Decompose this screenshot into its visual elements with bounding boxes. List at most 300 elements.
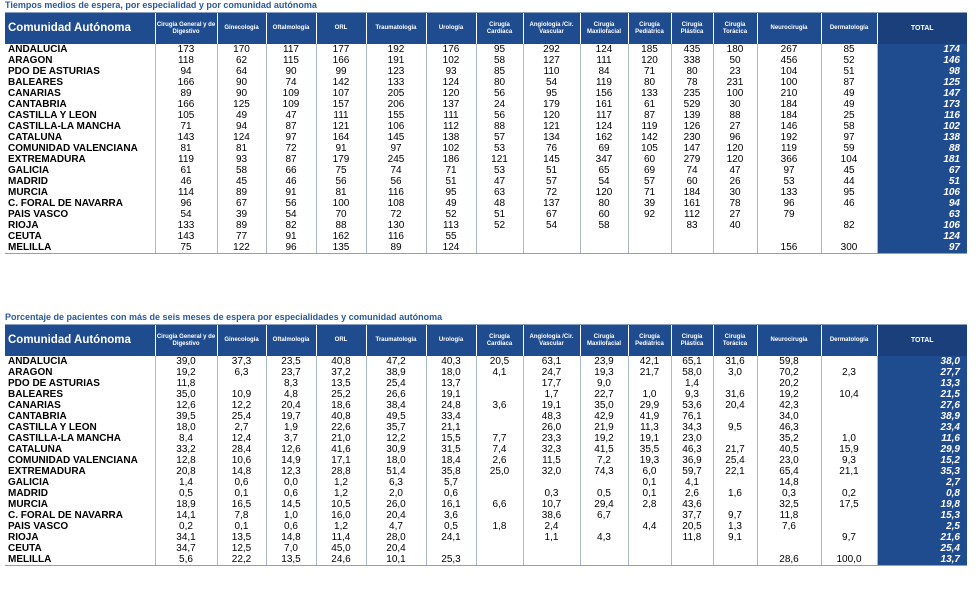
table-row: [5, 356, 967, 367]
data-cell: 37,2: [316, 367, 366, 378]
data-cell: 184: [671, 187, 713, 198]
data-cell: 66: [266, 165, 316, 176]
data-cell: 51: [476, 209, 523, 220]
data-cell: 97: [366, 143, 426, 154]
data-cell: 71: [155, 121, 217, 132]
data-cell: 139: [671, 110, 713, 121]
data-cell: 56: [476, 110, 523, 121]
data-cell: [523, 477, 580, 488]
data-cell: 107: [316, 88, 366, 99]
column-header: Dermatología: [821, 13, 877, 44]
data-cell: [713, 242, 757, 253]
data-cell: 121: [476, 154, 523, 165]
data-cell: 39: [628, 198, 671, 209]
data-cell: 21,1: [821, 466, 877, 477]
data-cell: 1,6: [713, 488, 757, 499]
data-cell: 0,6: [266, 488, 316, 499]
data-cell: 25,4: [366, 378, 426, 389]
data-cell: 10,9: [217, 389, 266, 400]
data-cell: 119: [628, 121, 671, 132]
data-cell: [580, 543, 628, 554]
data-cell: 85: [821, 44, 877, 55]
data-cell: 34,7: [155, 543, 217, 554]
data-cell: [757, 220, 821, 231]
data-cell: 120: [426, 88, 476, 99]
data-cell: 142: [316, 77, 366, 88]
data-cell: [821, 477, 877, 488]
data-cell: 35,5: [628, 444, 671, 455]
data-cell: 22,6: [316, 422, 366, 433]
data-cell: 43,6: [671, 499, 713, 510]
data-cell: 4,8: [266, 389, 316, 400]
table-row: [5, 187, 967, 198]
data-cell: 7,6: [757, 521, 821, 532]
data-cell: [628, 510, 671, 521]
data-cell: [523, 231, 580, 242]
data-cell: [821, 521, 877, 532]
data-cell: 45: [821, 165, 877, 176]
data-cell: 58: [217, 165, 266, 176]
column-header: Oftalmología: [266, 325, 316, 356]
data-cell: [757, 543, 821, 554]
table-row: [5, 510, 967, 521]
data-cell: 32,3: [523, 444, 580, 455]
data-cell: 205: [366, 88, 426, 99]
data-cell: 191: [366, 55, 426, 66]
data-cell: 56: [476, 88, 523, 99]
total-cell: 27,6: [877, 400, 967, 411]
data-cell: 89: [217, 187, 266, 198]
data-cell: 78: [713, 198, 757, 209]
data-cell: 124: [580, 44, 628, 55]
data-cell: 100: [757, 77, 821, 88]
data-cell: 25,4: [217, 411, 266, 422]
total-cell: 63: [877, 209, 967, 220]
data-cell: 20,8: [155, 466, 217, 477]
data-cell: 125: [217, 99, 266, 110]
data-cell: 58: [580, 220, 628, 231]
table-row: [5, 378, 967, 389]
data-cell: 18,4: [426, 455, 476, 466]
data-cell: 1,0: [266, 510, 316, 521]
data-cell: 50: [713, 55, 757, 66]
data-cell: 54: [523, 77, 580, 88]
data-cell: 0,1: [217, 488, 266, 499]
row-name-cell: CEUTA: [5, 231, 155, 242]
data-cell: 145: [523, 154, 580, 165]
data-cell: 21,0: [316, 433, 366, 444]
data-cell: 116: [366, 231, 426, 242]
data-cell: 25: [821, 110, 877, 121]
total-cell: 116: [877, 110, 967, 121]
total-cell: 173: [877, 99, 967, 110]
data-cell: 17,5: [821, 499, 877, 510]
data-cell: [580, 231, 628, 242]
data-cell: 145: [366, 132, 426, 143]
data-cell: 58,0: [671, 367, 713, 378]
data-cell: 44: [821, 176, 877, 187]
data-cell: 161: [580, 99, 628, 110]
data-cell: 59,8: [757, 356, 821, 367]
total-cell: 38,0: [877, 356, 967, 367]
data-cell: 16,0: [316, 510, 366, 521]
row-name-cell: ARAGON: [5, 367, 155, 378]
column-header: Ginecología: [217, 325, 266, 356]
data-cell: 121: [523, 121, 580, 132]
data-cell: 12,3: [266, 466, 316, 477]
data-cell: 23,7: [266, 367, 316, 378]
data-cell: 30,9: [366, 444, 426, 455]
data-cell: 85: [476, 66, 523, 77]
data-cell: [821, 378, 877, 389]
data-cell: 25,0: [476, 466, 523, 477]
column-header: Cirugía Pediátrica: [628, 325, 671, 356]
data-cell: 9,3: [671, 389, 713, 400]
data-cell: 123: [366, 66, 426, 77]
data-cell: 25,2: [316, 389, 366, 400]
data-cell: 173: [155, 44, 217, 55]
data-cell: 87: [821, 77, 877, 88]
data-cell: [476, 378, 523, 389]
data-cell: 74: [671, 165, 713, 176]
data-cell: 32,5: [757, 499, 821, 510]
data-cell: 13,5: [316, 378, 366, 389]
data-cell: [821, 209, 877, 220]
data-cell: 57: [476, 132, 523, 143]
data-cell: 39,5: [155, 411, 217, 422]
data-cell: 0,5: [426, 521, 476, 532]
data-cell: 51,4: [366, 466, 426, 477]
data-cell: 89: [155, 88, 217, 99]
data-cell: 0,5: [580, 488, 628, 499]
data-cell: [476, 242, 523, 253]
data-cell: [476, 543, 523, 554]
data-cell: 192: [757, 132, 821, 143]
column-header-comunidad: Comunidad Autónoma: [5, 325, 155, 356]
data-cell: 2,6: [476, 455, 523, 466]
data-cell: 24: [476, 99, 523, 110]
total-cell: 27,7: [877, 367, 967, 378]
data-cell: 54: [266, 209, 316, 220]
data-cell: [476, 532, 523, 543]
data-cell: [821, 400, 877, 411]
data-cell: 54: [523, 220, 580, 231]
data-cell: 114: [155, 187, 217, 198]
data-cell: [426, 543, 476, 554]
data-cell: 138: [426, 132, 476, 143]
data-cell: 2,8: [628, 499, 671, 510]
table-row: [5, 389, 967, 400]
data-cell: 1,4: [155, 477, 217, 488]
data-cell: 65: [580, 165, 628, 176]
data-cell: 37,3: [217, 356, 266, 367]
data-cell: 3,6: [426, 510, 476, 521]
data-cell: 4,4: [628, 521, 671, 532]
data-cell: 134: [523, 132, 580, 143]
data-cell: 18,0: [366, 455, 426, 466]
table-row: [5, 521, 967, 532]
percentage-grid: [5, 325, 967, 565]
data-cell: 162: [580, 132, 628, 143]
data-cell: 11,8: [671, 532, 713, 543]
data-cell: 104: [821, 154, 877, 165]
data-cell: 120: [628, 55, 671, 66]
data-cell: 33,2: [155, 444, 217, 455]
data-cell: 75: [155, 242, 217, 253]
row-name-cell: COMUNIDAD VALENCIANA: [5, 143, 155, 154]
data-cell: 56: [366, 176, 426, 187]
data-cell: 118: [155, 55, 217, 66]
total-cell: 146: [877, 55, 967, 66]
row-name-cell: CATALUÑA: [5, 132, 155, 143]
data-cell: [671, 231, 713, 242]
data-cell: 0,6: [426, 488, 476, 499]
data-cell: 20,4: [366, 543, 426, 554]
data-cell: 25,3: [426, 554, 476, 565]
table-row: [5, 209, 967, 220]
data-cell: 0,2: [155, 521, 217, 532]
data-cell: 97: [757, 165, 821, 176]
data-cell: [476, 554, 523, 565]
column-header: ORL: [316, 325, 366, 356]
data-cell: 12,2: [217, 400, 266, 411]
data-cell: 90: [266, 66, 316, 77]
data-cell: 15,5: [426, 433, 476, 444]
data-cell: 64: [217, 66, 266, 77]
data-cell: 48,3: [523, 411, 580, 422]
data-cell: 62: [217, 55, 266, 66]
data-cell: 10,5: [316, 499, 366, 510]
data-cell: 3,0: [713, 367, 757, 378]
total-cell: 174: [877, 44, 967, 55]
data-cell: 45,0: [316, 543, 366, 554]
column-header: Angiología /Cir. Vascular: [523, 325, 580, 356]
table1-title: Tiempos medios de espera, por especialidad y por comunidad autónoma: [5, 0, 317, 10]
data-cell: 42,1: [628, 356, 671, 367]
data-cell: 111: [580, 55, 628, 66]
row-name-cell: MELILLA: [5, 554, 155, 565]
table-row: [5, 44, 967, 55]
total-cell: 97: [877, 242, 967, 253]
column-header: Cirugía Cardiaca: [476, 325, 523, 356]
data-cell: 28,0: [366, 532, 426, 543]
data-cell: 130: [366, 220, 426, 231]
data-cell: 24,7: [523, 367, 580, 378]
data-cell: 120: [523, 110, 580, 121]
data-cell: 0,3: [757, 488, 821, 499]
row-name-cell: GALICIA: [5, 477, 155, 488]
data-cell: 23,5: [266, 356, 316, 367]
data-cell: 126: [671, 121, 713, 132]
data-cell: 23,0: [671, 433, 713, 444]
data-cell: 156: [580, 88, 628, 99]
data-cell: 127: [523, 55, 580, 66]
data-cell: 124: [580, 121, 628, 132]
total-cell: 147: [877, 88, 967, 99]
data-cell: 53: [757, 176, 821, 187]
data-cell: 117: [580, 110, 628, 121]
data-cell: 267: [757, 44, 821, 55]
data-cell: 300: [821, 242, 877, 253]
total-cell: 15,2: [877, 455, 967, 466]
data-cell: [713, 411, 757, 422]
row-name-cell: GALICIA: [5, 165, 155, 176]
column-header: Cirugía Maxilofacial: [580, 13, 628, 44]
row-name-cell: CEUTA: [5, 543, 155, 554]
data-cell: 162: [316, 231, 366, 242]
column-header: Neurocirugía: [757, 13, 821, 44]
data-cell: 94: [155, 66, 217, 77]
table-row: [5, 367, 967, 378]
table-row: [5, 422, 967, 433]
data-cell: 46: [266, 176, 316, 187]
data-cell: 97: [821, 132, 877, 143]
data-cell: 55: [426, 231, 476, 242]
data-cell: 47: [476, 176, 523, 187]
data-cell: 53,6: [671, 400, 713, 411]
data-cell: 109: [266, 88, 316, 99]
data-cell: 60: [628, 154, 671, 165]
data-cell: 24,8: [426, 400, 476, 411]
data-cell: 39: [217, 209, 266, 220]
data-cell: [476, 411, 523, 422]
data-cell: 80: [671, 66, 713, 77]
data-cell: [628, 554, 671, 565]
data-cell: 41,9: [628, 411, 671, 422]
data-cell: 26: [713, 176, 757, 187]
data-cell: 88: [713, 110, 757, 121]
row-name-cell: BALEARES: [5, 77, 155, 88]
data-cell: [217, 378, 266, 389]
data-cell: 52: [426, 209, 476, 220]
waiting-time-grid: [5, 13, 967, 253]
table-row: [5, 477, 967, 488]
total-cell: 11,6: [877, 433, 967, 444]
data-cell: 53: [476, 143, 523, 154]
data-cell: 95: [426, 187, 476, 198]
data-cell: 111: [316, 110, 366, 121]
data-cell: 8,3: [266, 378, 316, 389]
data-cell: 112: [426, 121, 476, 132]
data-cell: 185: [628, 44, 671, 55]
data-cell: 102: [426, 55, 476, 66]
data-cell: 30: [713, 99, 757, 110]
data-cell: 106: [366, 121, 426, 132]
data-cell: 38,6: [523, 510, 580, 521]
data-cell: 52: [476, 220, 523, 231]
data-cell: [713, 378, 757, 389]
data-cell: 12,5: [217, 543, 266, 554]
data-cell: 137: [523, 198, 580, 209]
total-cell: 29,9: [877, 444, 967, 455]
data-cell: 47,2: [366, 356, 426, 367]
total-cell: 13,3: [877, 378, 967, 389]
data-cell: 157: [316, 99, 366, 110]
column-header: Ginecología: [217, 13, 266, 44]
column-header-total: TOTAL: [877, 325, 967, 356]
data-cell: 0,1: [217, 521, 266, 532]
table-row: [5, 532, 967, 543]
data-cell: 124: [217, 132, 266, 143]
data-cell: 161: [671, 198, 713, 209]
total-cell: 13,7: [877, 554, 967, 565]
data-cell: 3,6: [476, 400, 523, 411]
data-cell: 10,4: [821, 389, 877, 400]
data-cell: 0,6: [266, 521, 316, 532]
data-cell: 46,3: [671, 444, 713, 455]
data-cell: 11,5: [523, 455, 580, 466]
column-header: Traumatología: [366, 13, 426, 44]
data-cell: 13,7: [426, 378, 476, 389]
data-cell: 21,1: [426, 422, 476, 433]
data-cell: [713, 499, 757, 510]
data-cell: 7,7: [476, 433, 523, 444]
column-header: Oftalmología: [266, 13, 316, 44]
data-cell: 170: [217, 44, 266, 55]
data-cell: 179: [523, 99, 580, 110]
data-cell: 40,3: [426, 356, 476, 367]
row-name-cell: PAÍS VASCO: [5, 209, 155, 220]
data-cell: 69: [580, 143, 628, 154]
data-cell: 156: [757, 242, 821, 253]
data-cell: 105: [628, 143, 671, 154]
column-header: Urología: [426, 325, 476, 356]
data-cell: 26,6: [366, 389, 426, 400]
data-cell: 0,1: [628, 488, 671, 499]
data-cell: 133: [155, 220, 217, 231]
data-cell: 78: [671, 77, 713, 88]
data-cell: 46,3: [757, 422, 821, 433]
data-cell: 21,7: [713, 444, 757, 455]
data-cell: 177: [316, 44, 366, 55]
data-cell: 166: [316, 55, 366, 66]
data-cell: 24,1: [426, 532, 476, 543]
table-row: [5, 77, 967, 88]
total-cell: 21,5: [877, 389, 967, 400]
waiting-time-table: [5, 12, 967, 254]
table-row: [5, 488, 967, 499]
data-cell: 8,4: [155, 433, 217, 444]
data-cell: 245: [366, 154, 426, 165]
data-cell: [821, 422, 877, 433]
data-cell: [523, 554, 580, 565]
data-cell: 31,5: [426, 444, 476, 455]
column-header: Cirugía Plástica: [671, 325, 713, 356]
total-cell: 98: [877, 66, 967, 77]
row-name-cell: PAÍS VASCO: [5, 521, 155, 532]
data-cell: 0,2: [821, 488, 877, 499]
data-cell: 11,4: [316, 532, 366, 543]
data-cell: 179: [316, 154, 366, 165]
data-cell: 10,1: [366, 554, 426, 565]
data-cell: 57: [523, 176, 580, 187]
data-cell: 72: [266, 143, 316, 154]
data-cell: [713, 554, 757, 565]
data-cell: 72: [523, 187, 580, 198]
data-cell: 235: [671, 88, 713, 99]
data-cell: 456: [757, 55, 821, 66]
data-cell: 14,8: [217, 466, 266, 477]
data-cell: 49: [426, 198, 476, 209]
data-cell: [713, 477, 757, 488]
data-cell: 45: [217, 176, 266, 187]
data-cell: 97: [266, 132, 316, 143]
data-cell: 111: [426, 110, 476, 121]
table2-title: Porcentaje de pacientes con más de seis meses de espera por especialidades y comunidad autónoma: [5, 312, 443, 322]
total-cell: 106: [877, 220, 967, 231]
data-cell: 17,7: [523, 378, 580, 389]
data-cell: 230: [671, 132, 713, 143]
